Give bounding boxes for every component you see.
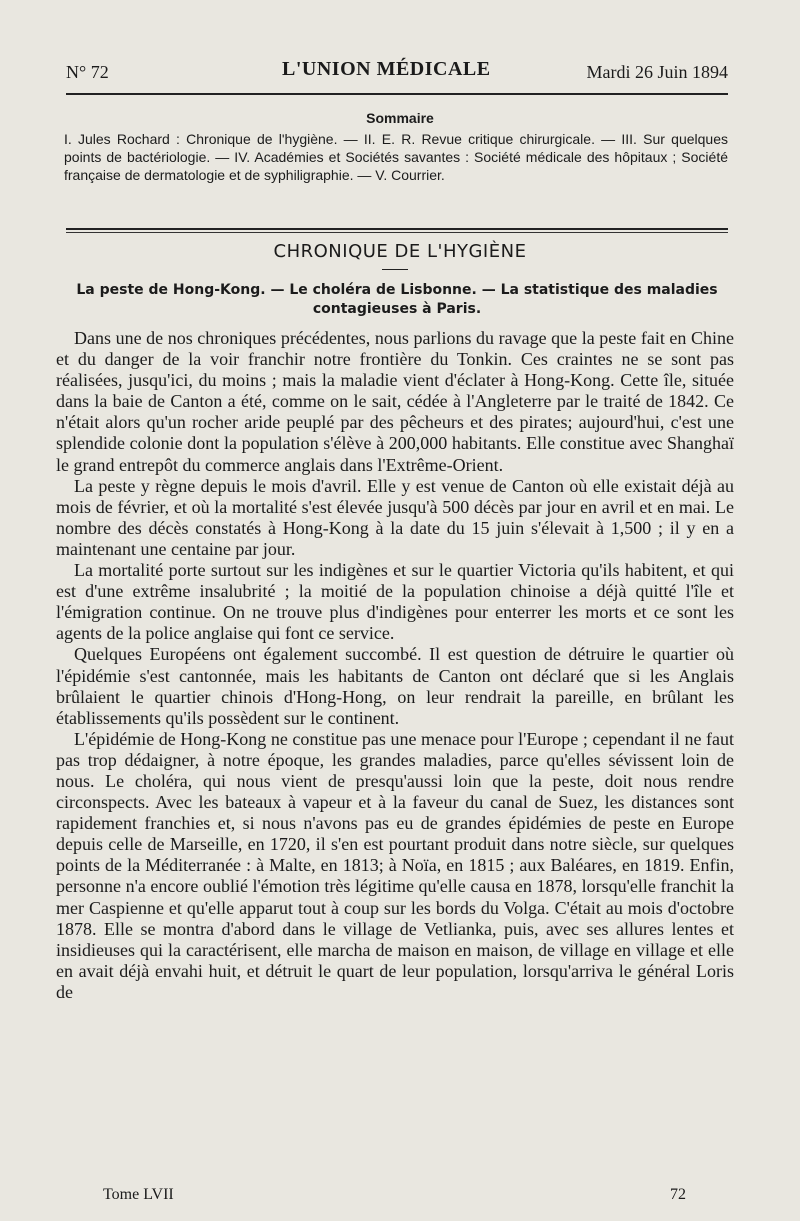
section-divider <box>382 269 408 270</box>
article-body <box>56 328 734 1003</box>
paragraph: Quelques Européens ont également succombé. Il est question de détruire le quartier où l'épidémie s'est cantonnée, mais les habitants de Canton ont déclaré que si les Anglais brûlaient le quartier chinois d'Hong-Hong, on leur rendrait la pareille, en brûlant les établissements qu'ils possèdent sur le continent. <box>56 644 734 728</box>
summary-rule-bottom <box>66 232 728 233</box>
section-title: CHRONIQUE DE L'HYGIÈNE <box>273 241 527 262</box>
paragraph: Dans une de nos chroniques précédentes, nous parlions du ravage que la peste fait en Chine et du danger de la voir franchir notre frontière du Tonkin. Ces craintes ne se sont pas réalisées, jusqu'ici, du moins ; mais la maladie vient d'éclater à Hong-Kong. Cette île, située dans la baie de Canton a été, comme on le sait, cédée à l'Angleterre par le traité de 1842. Ce n'était alors qu'un rocher aride peuplé par des pêcheurs et des pirates; aujourd'hui, c'est une splendide colonie dont la population s'élève à 200,000 habitants. Elle constitue avec Shanghaï le grand entrepôt du commerce anglais dans l'Extrême-Orient. <box>56 328 734 475</box>
header-rule <box>66 93 728 95</box>
summary-rule-top <box>66 228 728 230</box>
paragraph: La mortalité porte surtout sur les indigènes et sur le quartier Victoria qu'ils habitent, et qui est d'une extrême insalubrité ; la moitié de la population chinoise a déjà quitté l'île et l'émigration continue. On ne trouve plus d'indigènes pour enterrer les morts et ce sont les agents de la police anglaise qui font ce service. <box>56 560 734 644</box>
page-header <box>66 58 728 86</box>
section-subtitle: La peste de Hong-Kong. — Le choléra de Lisbonne. — La statistique des maladies contagieuses à Paris. <box>76 282 718 317</box>
issue-number: N° 72 <box>66 62 109 82</box>
issue-date: Mardi 26 Juin 1894 <box>586 62 728 82</box>
paragraph: La peste y règne depuis le mois d'avril. Elle y est venue de Canton où elle existait déjà au mois de février, et où la mortalité s'est élevée jusqu'à 500 décès par jour en avril et en mai. Le nombre des décès constatés à Hong-Kong à la date du 15 juin s'élevait à 1,500 ; il y en a maintenant une centaine par jour. <box>56 475 734 559</box>
summary-text: I. Jules Rochard : Chronique de l'hygiène. — II. E. R. Revue critique chirurgicale. — III. Sur quelques points de bactériologie. — IV. Académies et Sociétés savantes : Société médicale des hôpitaux ; Société française de dermatologie et de syphiligraphie. — V. Courrier. <box>64 131 728 183</box>
volume-label: Tome LVII <box>103 1186 174 1203</box>
summary-title: Sommaire <box>366 110 434 126</box>
paragraph: L'épidémie de Hong-Kong ne constitue pas une menace pour l'Europe ; cependant il ne faut pas trop dédaigner, à notre époque, les grandes maladies, parce qu'elles sévissent loin de nous. Le choléra, qui nous vient de presqu'aussi loin que la peste, doit nous rendre circonspects. Avec les bateaux à vapeur et à la faveur du canal de Suez, les distances sont rapidement franchies et, si nous n'avons pas eu de grandes épidémies de peste en Europe depuis celle de Marseille, en 1720, il s'en est pourtant produit dans notre siècle, sur quelques points de la Méditerranée : à Malte, en 1813; à Noïa, en 1815 ; aux Baléares, en 1819. Enfin, personne n'a encore oublié l'émotion très légitime qu'elle causa en 1878, lorsqu'elle franchit la mer Caspienne et qu'elle apparut tout à coup sur les bords du Volga. C'était au mois d'octobre 1878. Elle se montra d'abord dans le village de Vetlianka, puis, avec ses allures lentes et insidieuses qui la caractérisent, elle marcha de maison en maison, de village en village et elle en avait déjà envahi huit, et détruit le quart de leur population, lorsqu'arriva le général Loris de <box>56 728 734 1002</box>
page-number: 72 <box>670 1186 686 1203</box>
journal-title: L'UNION MÉDICALE <box>282 58 491 80</box>
